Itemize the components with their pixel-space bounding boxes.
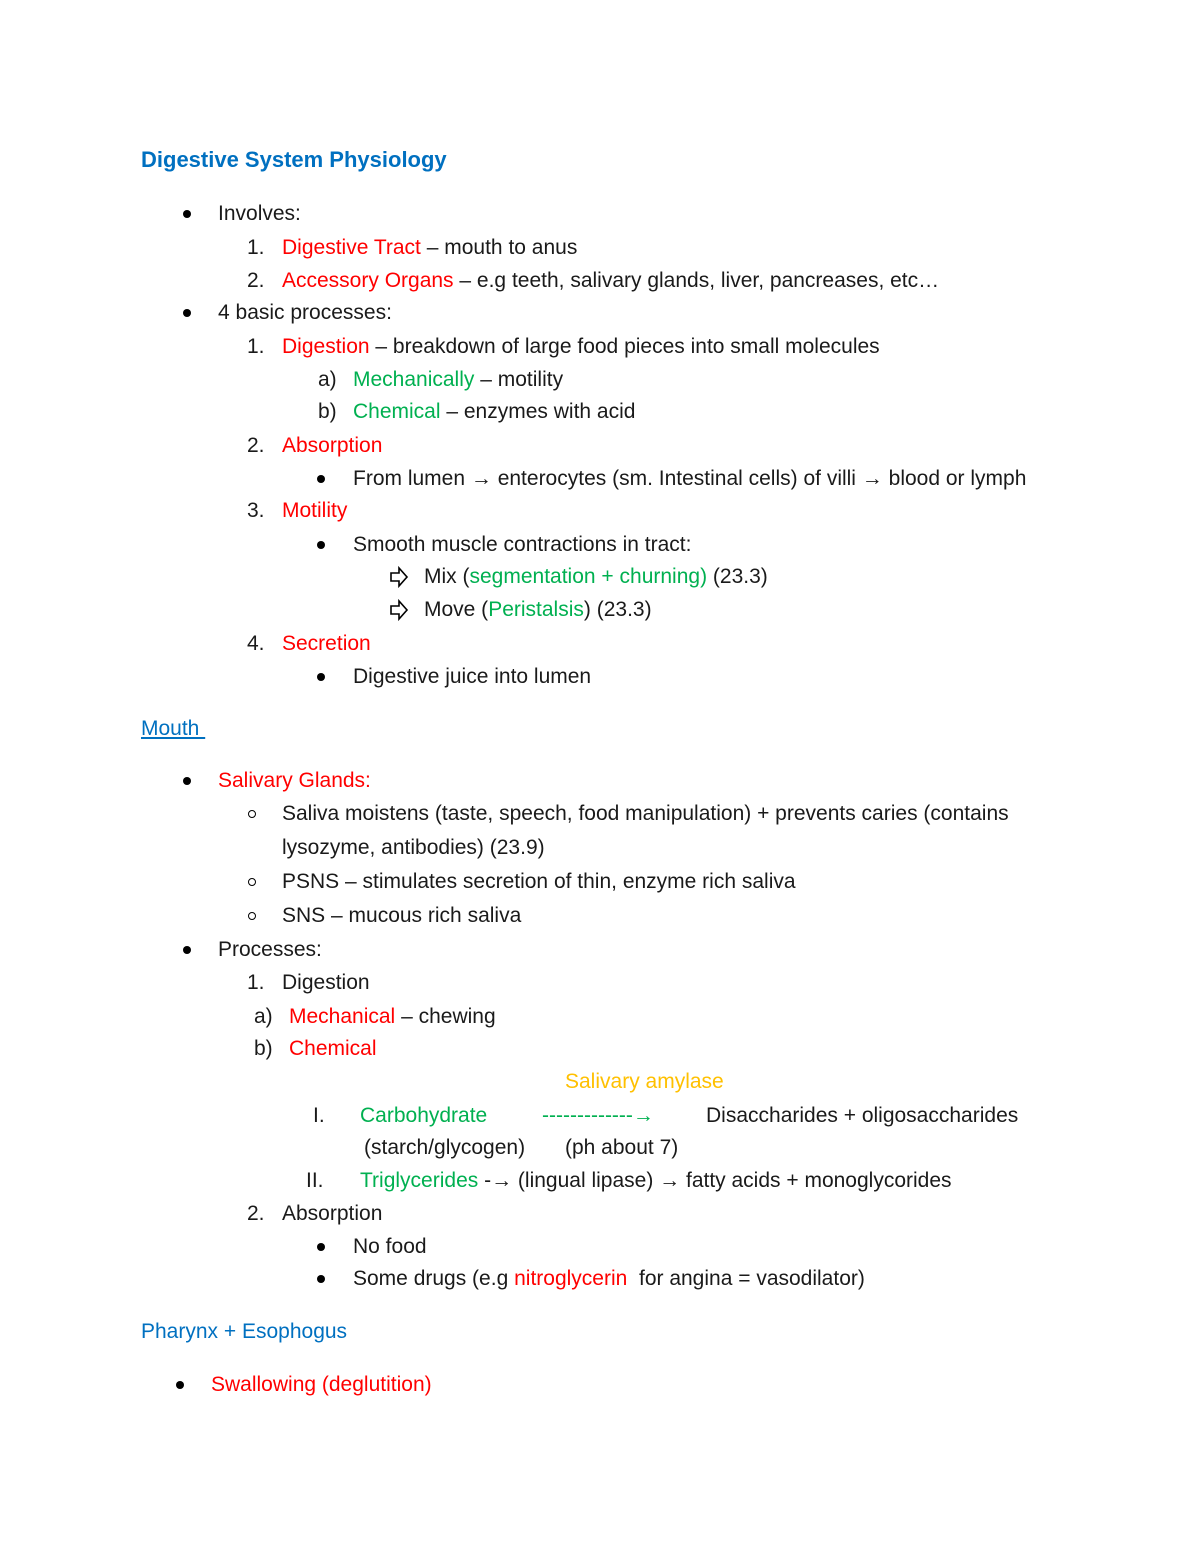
list-number: 1. xyxy=(247,335,265,358)
sub-bullet-icon xyxy=(248,878,256,886)
list-number: 2. xyxy=(247,269,265,292)
list-item: SNS – mucous rich saliva xyxy=(282,904,522,927)
section-heading-mouth: Mouth xyxy=(141,717,206,740)
list-item: Absorption xyxy=(282,434,383,457)
list-item: Triglycerides -→ (lingual lipase) → fatty acids + monoglycorides xyxy=(360,1169,952,1192)
list-item: Swallowing (deglutition) xyxy=(211,1373,432,1396)
enzyme-label: Salivary amylase xyxy=(565,1070,724,1093)
list-item-continued: lysozyme, antibodies) (23.9) xyxy=(282,836,545,859)
list-item: Motility xyxy=(282,499,348,522)
sub-bullet-icon xyxy=(248,810,256,818)
bullet-icon xyxy=(183,946,191,954)
reactant-detail: (starch/glycogen) xyxy=(364,1136,526,1159)
list-roman: II. xyxy=(306,1169,324,1192)
reaction-condition: (ph about 7) xyxy=(565,1136,679,1159)
list-item: Digestion xyxy=(282,971,370,994)
processes-label: 4 basic processes: xyxy=(218,301,392,324)
list-item: Move (Peristalsis) (23.3) xyxy=(424,598,652,621)
bullet-icon xyxy=(317,1243,325,1251)
list-letter: a) xyxy=(318,368,337,391)
salivary-glands-label: Salivary Glands: xyxy=(218,769,371,792)
list-item: Chemical xyxy=(289,1037,377,1060)
bullet-icon xyxy=(317,673,325,681)
list-item: Accessory Organs – e.g teeth, salivary glands, liver, pancreases, etc… xyxy=(282,269,940,292)
list-letter: b) xyxy=(254,1037,273,1060)
list-number: 1. xyxy=(247,971,265,994)
bullet-icon xyxy=(183,210,191,218)
list-item: PSNS – stimulates secretion of thin, enzyme rich saliva xyxy=(282,870,796,893)
bullet-icon xyxy=(317,475,325,483)
list-number: 4. xyxy=(247,632,265,655)
list-number: 2. xyxy=(247,1202,265,1225)
list-number: 3. xyxy=(247,499,265,522)
sub-bullet-icon xyxy=(248,912,256,920)
list-item: Absorption xyxy=(282,1202,383,1225)
page-title: Digestive System Physiology xyxy=(141,147,447,172)
list-item: Some drugs (e.g nitroglycerin for angina = vasodilator) xyxy=(353,1267,865,1290)
list-item: Chemical – enzymes with acid xyxy=(353,400,636,423)
list-letter: b) xyxy=(318,400,337,423)
bullet-icon xyxy=(183,777,191,785)
list-item: Digestive Tract – mouth to anus xyxy=(282,236,578,259)
list-item: Digestion – breakdown of large food pieces into small molecules xyxy=(282,335,880,358)
product-label: Disaccharides + oligosaccharides xyxy=(706,1104,1019,1127)
section-heading-pharynx: Pharynx + Esophogus xyxy=(141,1320,348,1343)
list-letter: a) xyxy=(254,1005,273,1028)
list-roman: I. xyxy=(313,1104,325,1127)
list-item: Mix (segmentation + churning) (23.3) xyxy=(424,565,768,588)
list-item: Digestive juice into lumen xyxy=(353,665,592,688)
mouth-processes-label: Processes: xyxy=(218,938,322,961)
list-item: Smooth muscle contractions in tract: xyxy=(353,533,692,556)
list-item: Mechanical – chewing xyxy=(289,1005,496,1028)
bullet-icon xyxy=(317,1275,325,1283)
list-number: 1. xyxy=(247,236,265,259)
bullet-icon xyxy=(176,1381,184,1389)
involves-label: Involves: xyxy=(218,202,301,225)
list-item: Saliva moistens (taste, speech, food manipulation) + prevents caries (contains xyxy=(282,802,1009,825)
list-item: Mechanically – motility xyxy=(353,368,564,391)
reactant-label: Carbohydrate xyxy=(360,1104,488,1127)
list-item: From lumen → enterocytes (sm. Intestinal cells) of villi → blood or lymph xyxy=(353,467,1027,490)
bullet-icon xyxy=(183,309,191,317)
bullet-icon xyxy=(317,541,325,549)
list-item: Secretion xyxy=(282,632,371,655)
list-number: 2. xyxy=(247,434,265,457)
list-item: No food xyxy=(353,1235,427,1258)
reaction-arrow: -------------→ xyxy=(542,1104,654,1127)
